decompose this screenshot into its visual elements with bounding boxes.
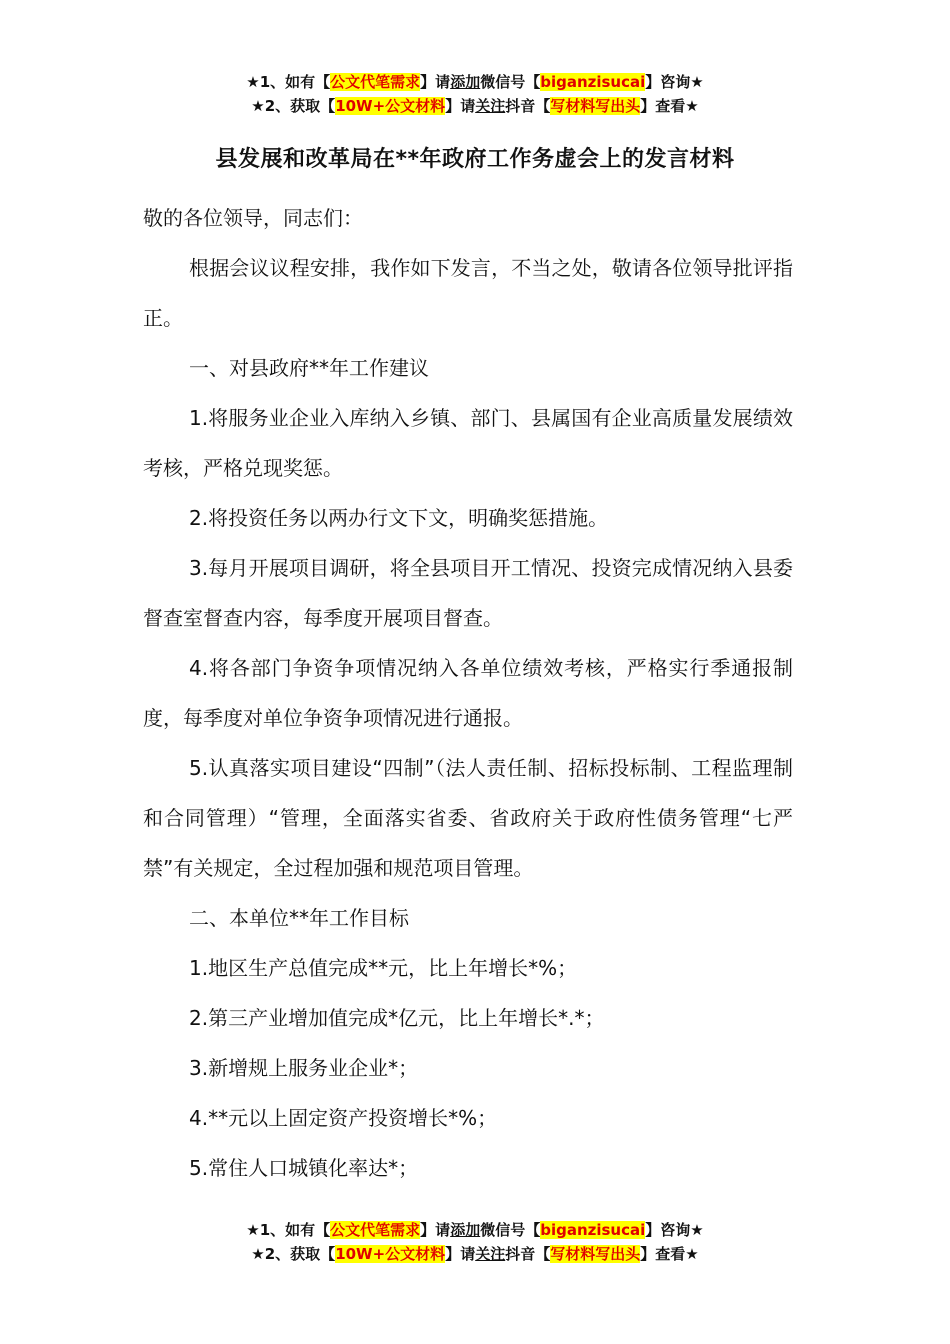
intro-paragraph: 根据会议议程安排，我作如下发言，不当之处，敬请各位领导批评指正。 (143, 256, 793, 330)
highlight-service: 公文代笔需求 (330, 73, 421, 91)
promo-banner-bottom (0, 1218, 950, 1266)
promo-banner-top (0, 70, 950, 118)
list-item: 3.每月开展项目调研，将全县项目开工情况、投资完成情况纳入县委督查室督查内容，每季度开展项目督查。 (143, 556, 793, 630)
highlight-douyin-account: 写材料写出头 (550, 97, 641, 115)
list-item: 5.常住人口城镇化率达*； (189, 1156, 419, 1180)
promo-line-1: ★1、如有【公文代笔需求】请添加微信号【biganzisucai】咨询★ (246, 73, 704, 91)
highlight-materials: 10W+公文材料 (335, 1245, 446, 1263)
document-title: 县发展和改革局在**年政府工作务虚会上的发言材料 (215, 147, 735, 172)
highlight-materials: 10W+公文材料 (335, 97, 446, 115)
highlight-douyin-account: 写材料写出头 (550, 1245, 641, 1263)
section1-heading: 一、对县政府**年工作建议 (189, 356, 429, 380)
section2-heading: 二、本单位**年工作目标 (189, 906, 409, 930)
list-item: 1.地区生产总值完成**元，比上年增长*%； (189, 956, 578, 980)
list-item: 4.**元以上固定资产投资增长*%； (189, 1106, 498, 1130)
promo-line-1: ★1、如有【公文代笔需求】请添加微信号【biganzisucai】咨询★ (246, 1221, 704, 1239)
greeting: 敬的各位领导，同志们： (143, 206, 363, 230)
list-item: 2.第三产业增加值完成*亿元，比上年增长*.*； (189, 1006, 605, 1030)
promo-line-2: ★2、获取【10W+公文材料】请关注抖音【写材料写出头】查看★ (251, 1245, 699, 1263)
document-body (143, 193, 793, 1193)
list-item: 2.将投资任务以两办行文下文，明确奖惩措施。 (189, 506, 609, 530)
list-item: 1.将服务业企业入库纳入乡镇、部门、县属国有企业高质量发展绩效考核，严格兑现奖惩。 (143, 406, 793, 480)
list-item: 3.新增规上服务业企业*； (189, 1056, 419, 1080)
highlight-wechat-id: biganzisucai (540, 73, 646, 91)
list-item: 4.将各部门争资争项情况纳入各单位绩效考核，严格实行季通报制度，每季度对单位争资争项情况进行通报。 (143, 656, 793, 730)
promo-line-2: ★2、获取【10W+公文材料】请关注抖音【写材料写出头】查看★ (251, 97, 699, 115)
highlight-service: 公文代笔需求 (330, 1221, 421, 1239)
list-item: 5.认真落实项目建设“四制”（法人责任制、招标投标制、工程监理制和合同管理）“管理，全面落实省委、省政府关于政府性债务管理“七严禁”有关规定，全过程加强和规范项目管理。 (143, 756, 793, 880)
highlight-wechat-id: biganzisucai (540, 1221, 646, 1239)
